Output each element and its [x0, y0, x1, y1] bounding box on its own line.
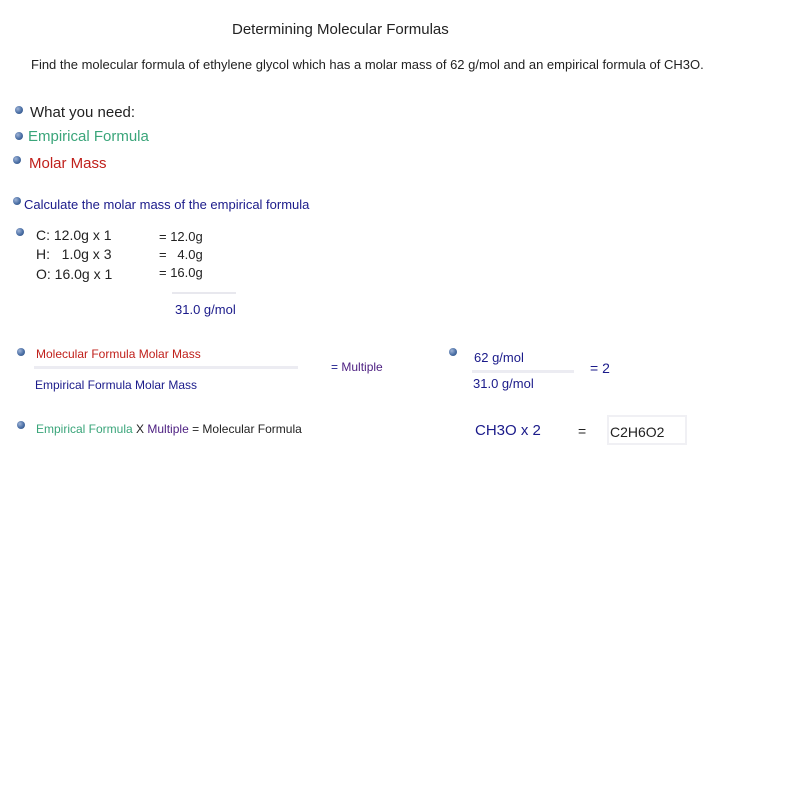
- numerator-label: Molecular Formula Molar Mass: [36, 347, 201, 361]
- calc-result-hydrogen: = 4.0g: [159, 247, 203, 262]
- formula-times: X: [136, 422, 145, 436]
- denominator-value: 31.0 g/mol: [473, 376, 534, 391]
- calc-line-oxygen: O: 16.0g x 1: [36, 266, 113, 282]
- bullet-icon: [17, 348, 25, 356]
- calc-heading: Calculate the molar mass of the empirical formula: [24, 197, 310, 212]
- calc-result-carbon: = 12.0g: [159, 229, 203, 244]
- answer-box: C2H6O2: [607, 415, 687, 445]
- calc-line-hydrogen: H: 1.0g x 3: [36, 246, 112, 262]
- bullet-icon: [15, 132, 23, 140]
- bullet-icon: [13, 156, 21, 164]
- need-empirical-formula: Empirical Formula: [28, 128, 149, 145]
- formula-multiple: Multiple: [147, 422, 189, 436]
- multiple-word: Multiple: [341, 360, 383, 374]
- multiple-result: = 2: [590, 360, 610, 376]
- bullet-icon: [449, 348, 457, 356]
- need-molar-mass: Molar Mass: [29, 155, 107, 172]
- empirical-molar-mass-total: 31.0 g/mol: [175, 302, 236, 317]
- calc-result-oxygen: = 16.0g: [159, 265, 203, 280]
- what-you-need-heading: What you need:: [30, 104, 136, 121]
- formula-rule: [36, 422, 302, 436]
- equals-multiple: [331, 360, 383, 374]
- formula-expression: CH3O x 2: [475, 422, 541, 439]
- formula-equals: =: [578, 423, 587, 439]
- equals-prefix: =: [331, 360, 339, 374]
- fraction-bar: [34, 366, 298, 369]
- page-title: Determining Molecular Formulas: [232, 21, 449, 38]
- sum-divider: [172, 292, 236, 294]
- problem-statement: Find the molecular formula of ethylene glycol which has a molar mass of 62 g/mol and an empirical formula of CH3O.: [31, 57, 704, 72]
- denominator-label: Empirical Formula Molar Mass: [35, 378, 198, 392]
- bullet-icon: [15, 106, 23, 114]
- bullet-icon: [16, 228, 24, 236]
- formula-rest: = Molecular Formula: [192, 422, 302, 436]
- bullet-icon: [13, 197, 21, 205]
- fraction-bar: [472, 370, 574, 373]
- calc-line-carbon: C: 12.0g x 1: [36, 227, 112, 243]
- bullet-icon: [17, 421, 25, 429]
- formula-empirical: Empirical Formula: [36, 422, 133, 436]
- numerator-value: 62 g/mol: [474, 350, 524, 365]
